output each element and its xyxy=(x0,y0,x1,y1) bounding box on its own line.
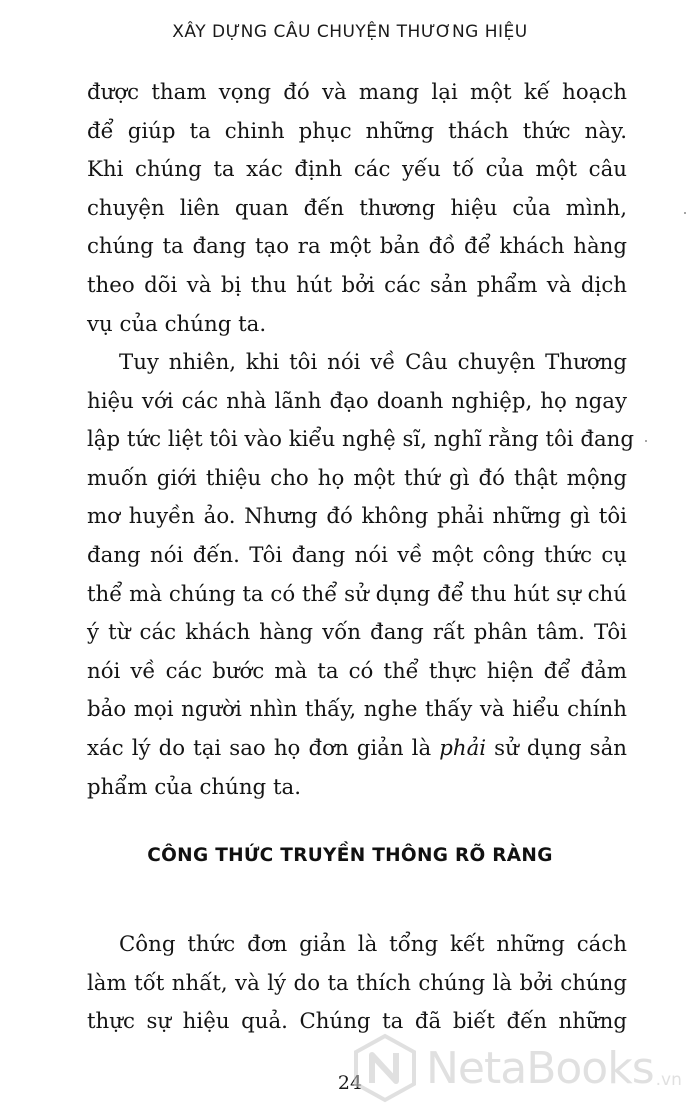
text-line: Khi chúng ta xác định các yếu tố của một câu xyxy=(87,157,627,183)
text-line: được tham vọng đó và mang lại một kế hoạch xyxy=(87,80,627,105)
section-heading: CÔNG THỨC TRUYỀN THÔNG RÕ RÀNG xyxy=(147,845,553,866)
watermark-suffix: .vn xyxy=(655,1070,682,1090)
text-line: hiệu với các nhà lãnh đạo doanh nghiệp, họ ngay xyxy=(87,388,627,414)
text-line: muốn giới thiệu cho họ một thứ gì đó thật mộng xyxy=(87,465,627,491)
running-header: XÂY DỰNG CÂU CHUYỆN THƯƠNG HIỆU xyxy=(172,22,528,42)
emphasis-word: phải xyxy=(439,735,487,761)
text-line: để giúp ta chinh phục những thách thức này. xyxy=(87,118,627,144)
text-line: Công thức đơn giản là tổng kết những cách xyxy=(119,932,627,957)
text-line: thực sự hiệu quả. Chúng ta đã biết đến những xyxy=(87,1009,627,1035)
speck xyxy=(684,212,686,214)
watermark-brand: NetaBooks xyxy=(426,1042,654,1094)
text-line: làm tốt nhất, và lý do ta thích chúng là bởi chúng xyxy=(87,970,627,996)
text-line-with-emphasis xyxy=(87,730,627,769)
paragraph-2 xyxy=(87,344,635,807)
text-line: nói về các bước mà ta có thể thực hiện để đảm xyxy=(87,658,627,684)
paragraph-1 xyxy=(87,74,627,344)
text-line: vụ của chúng ta. xyxy=(87,311,267,337)
text-line: mơ huyền ảo. Nhưng đó không phải những gì tôi xyxy=(87,504,627,530)
text-segment: sử dụng sản xyxy=(486,735,627,761)
text-line: thể mà chúng ta có thể sử dụng để thu hút sự chú xyxy=(87,581,627,607)
text-line: Tuy nhiên, khi tôi nói về Câu chuyện Thương xyxy=(119,350,627,375)
text-line: đang nói đến. Tôi đang nói về một công thức cụ xyxy=(87,542,627,568)
text-line: bảo mọi người nhìn thấy, nghe thấy và hiểu chính xyxy=(87,697,627,723)
text-line: chuyện liên quan đến thương hiệu của mình, xyxy=(87,195,627,221)
page-number: 24 xyxy=(337,1072,363,1094)
speck xyxy=(645,440,647,442)
netabooks-watermark xyxy=(352,1028,692,1108)
text-line: ý từ các khách hàng vốn đang rất phân tâm. Tôi xyxy=(87,620,627,646)
paragraph-3 xyxy=(87,926,627,1042)
text-segment: xác lý do tại sao họ đơn giản là xyxy=(87,735,440,761)
text-line: phẩm của chúng ta. xyxy=(87,774,301,800)
text-line: theo dõi và bị thu hút bởi các sản phẩm và dịch xyxy=(87,272,627,298)
text-line: lập tức liệt tôi vào kiểu nghệ sĩ, nghĩ rằng tôi đang xyxy=(87,427,635,453)
text-line: chúng ta đang tạo ra một bản đồ để khách hàng xyxy=(87,234,627,260)
n-hexagon-logo-icon xyxy=(352,1033,418,1103)
